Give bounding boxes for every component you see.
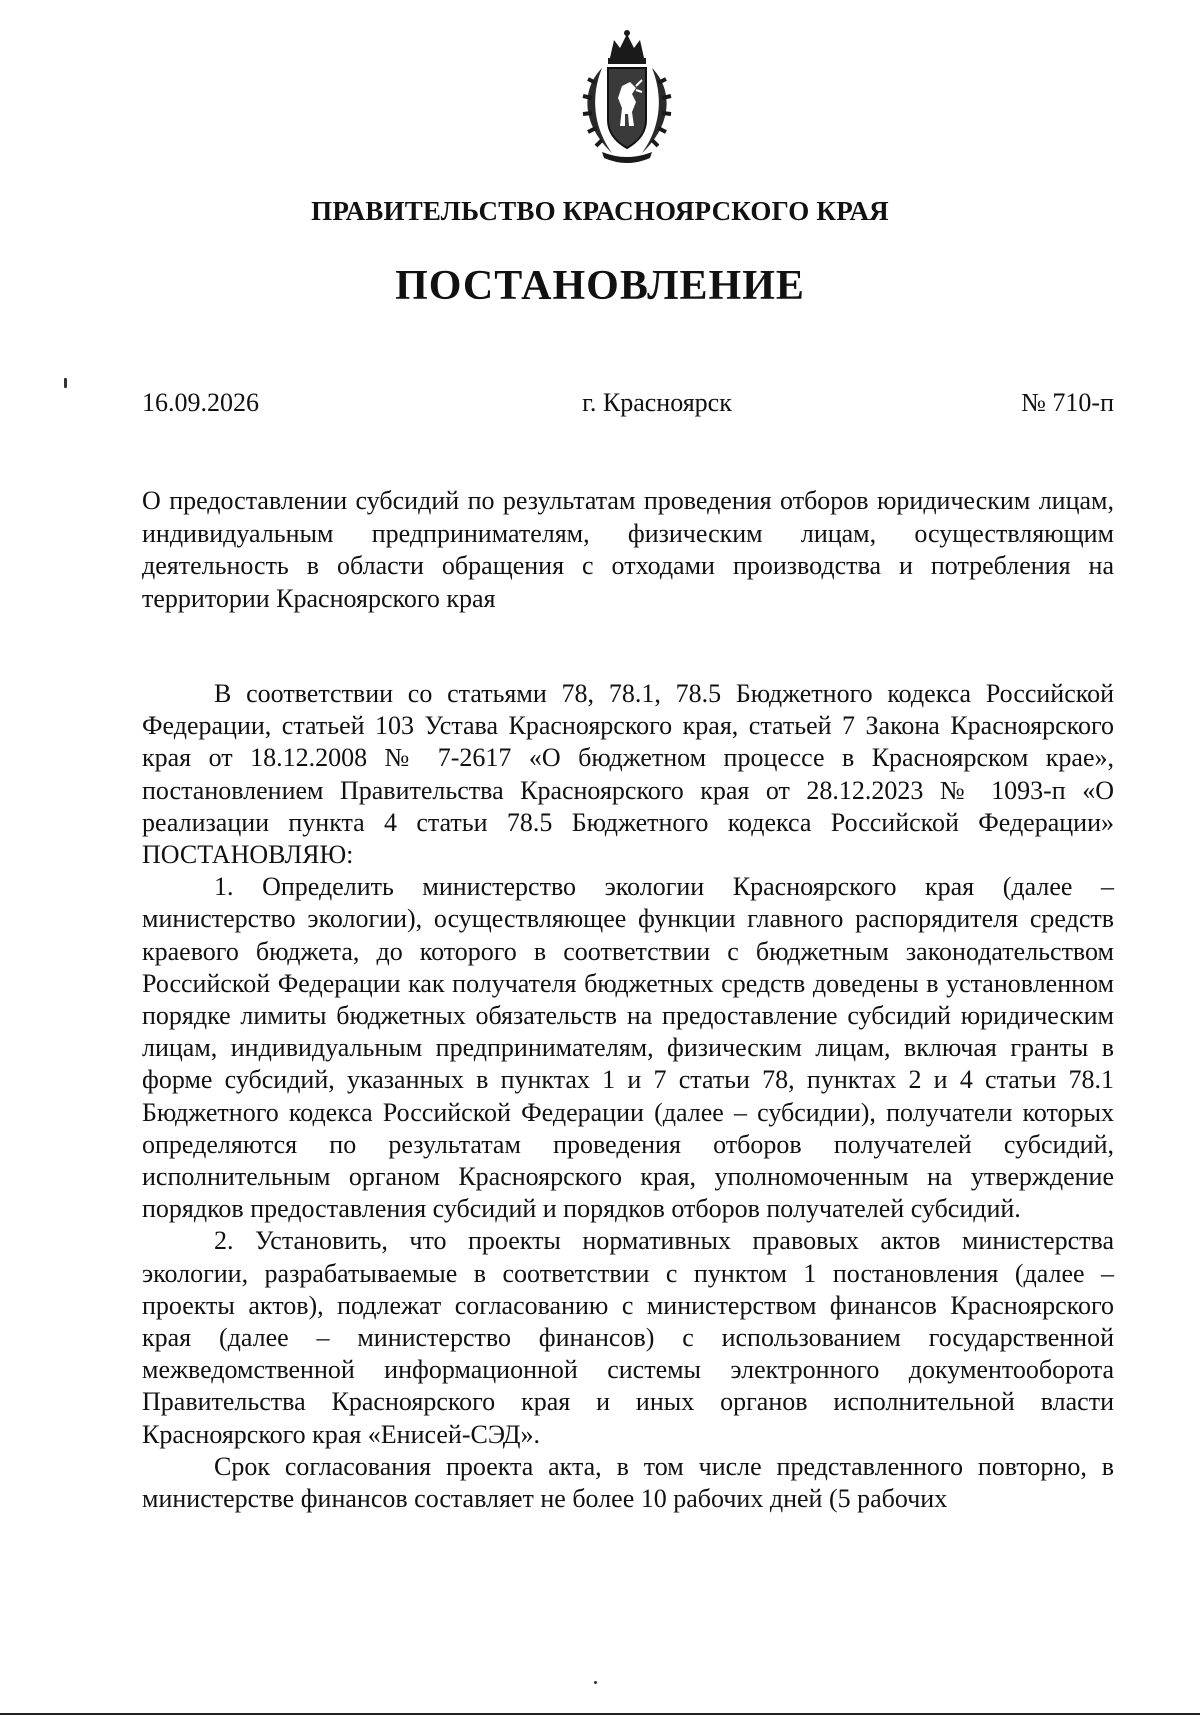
document-body: [142, 678, 1114, 1515]
government-title: ПРАВИТЕЛЬСТВО КРАСНОЯРСКОГО КРАЯ: [311, 196, 889, 226]
body-paragraph: В соответствии со статьями 78, 78.1, 78.5 Бюджетного кодекса Российской Федерации, статьей 103 Устава Красноярского края, статьей 7 Закона Красноярского края от 18.12.2008 № 7-2617 «О бюджетном процессе в Красноярском крае», постановлением Правительства Красноярского края от 28.12.2023 № 1093-п «О реализации пункта 4 статьи 78.5 Бюджетного кодекса Российской Федерации» ПОСТАНОВЛЯЮ:: [142, 679, 1114, 870]
scan-artifact: [64, 378, 67, 388]
document-meta-row: [142, 388, 1114, 422]
document-city: г. Красноярск: [582, 388, 732, 417]
document-subject: О предоставлении субсидий по результатам проведения отборов юридическим лицам, индивидуальным предпринимателям, физическим лицам, осуществляющим деятельность в области обращения с отходами производства и потребления на территории Красноярского края: [142, 486, 1114, 613]
body-paragraph: 1. Определить министерство экологии Красноярского края (далее – министерство экологии), осуществляющее функции главного распорядителя средств краевого бюджета, до которого в соответствии с бюджетным законодательством Российской Федерации как получателя бюджетных средств доведены в установленном порядке лимиты бюджетных обязательств на предоставление субсидий юридическим лицам, индивидуальным предпринимателям, физическим лицам, включая гранты в форме субсидий, указанных в пунктах 1 и 7 статьи 78, пунктах 2 и 4 статьи 78.1 Бюджетного кодекса Российской Федерации (далее – субсидии), получатели которых определяются по результатам проведения отборов получателей субсидий, исполнительным органом Красноярского края, уполномоченным на утверждение порядков предоставления субсидий и порядков отборов получателей субсидий.: [142, 872, 1114, 1224]
body-paragraph: Срок согласования проекта акта, в том числе представленного повторно, в министерстве финансов составляет не более 10 рабочих дней (5 рабочих: [142, 1451, 1114, 1514]
scan-bottom-edge: [0, 1713, 1200, 1715]
scan-artifact: [594, 1681, 597, 1684]
krasnoyarsk-coat-of-arms-icon: [572, 28, 682, 163]
document-date: 16.09.2026: [142, 388, 259, 417]
body-paragraph: 2. Установить, что проекты нормативных правовых актов министерства экологии, разрабатываемые в соответствии с пунктом 1 постановления (далее – проекты актов), подлежат согласованию с министерством финансов Красноярского края (далее – министерство финансов) с использованием государственной межведомственной информационной системы электронного документооборота Правительства Красноярского края и иных органов исполнительной власти Красноярского края «Енисей-СЭД».: [142, 1226, 1114, 1449]
document-type-title: ПОСТАНОВЛЕНИЕ: [395, 263, 805, 309]
document-number: № 710-п: [1021, 388, 1114, 417]
